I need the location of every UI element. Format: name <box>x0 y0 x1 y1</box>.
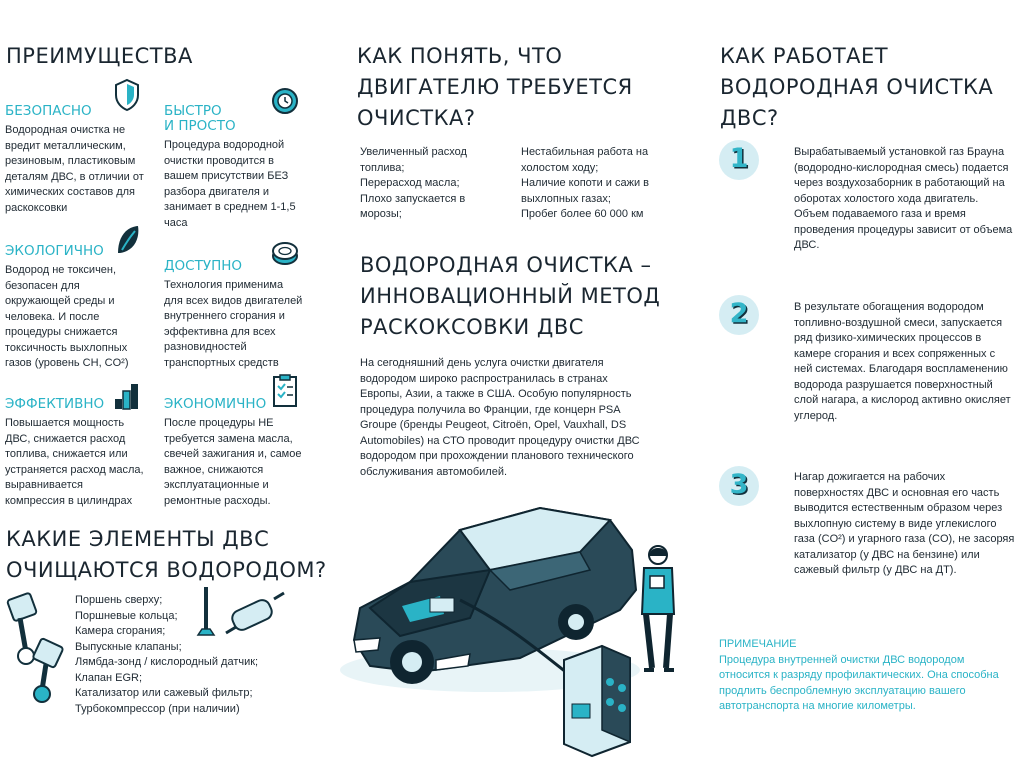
list-item: Нестабильная работа на холостом ходу; <box>521 146 649 174</box>
list-item: Выпускные клапаны; <box>75 640 182 653</box>
advantage-text: Технология применима для всех видов двигателей внутреннего сгорания и эффективна для всех разновидностей транспортных средств <box>164 279 303 369</box>
advantage-affordable <box>164 259 304 371</box>
list-item: Увеличенный расход топлива; <box>360 146 467 174</box>
pistons-icon <box>2 590 72 705</box>
step-number: 2 <box>729 298 749 329</box>
step-1-text: Вырабатываемый установкой газ Брауна (водородно-кислородная смесь) подается через воздухозаборник в работающий на оборотах холостого хода двигатель. Объем подаваемого газа и время проведения процедуры зависит от объема ДВС. <box>794 146 1013 251</box>
advantage-economic <box>164 397 304 509</box>
signs-list-right <box>521 145 661 223</box>
list-item: Пробег более 60 000 км <box>521 208 644 220</box>
list-item: Поршень сверху; <box>75 594 163 606</box>
leaf-icon <box>114 223 142 257</box>
list-item: Клапан EGR; <box>75 671 143 684</box>
checklist-icon <box>272 374 298 408</box>
advantage-heading: БЫСТРО И ПРОСТО <box>164 103 236 134</box>
list-item: Лямбда-зонд / кислородный датчик; <box>75 656 259 668</box>
bar-chart-icon <box>113 381 141 411</box>
advantage-text: Процедура водородной очистки проводится в вашем присутствии БЕЗ разбора двигателя и занимает в среднем 1-1,5 часа <box>164 139 296 229</box>
advantage-heading: ДОСТУПНО <box>164 258 243 274</box>
advantage-eco <box>5 244 145 372</box>
advantage-heading: ЭКОНОМИЧНО <box>164 396 267 412</box>
advantage-text: Водород не токсичен, безопасен для окружающей среды и человека. И после процедуры снижается токсичность выхлопных газов (уровень CH, CO²) <box>5 264 129 369</box>
step-3-badge <box>719 466 759 506</box>
method-text: На сегодняшний день услуга очистки двигателя водородом широко распространилась в странах Европы, Азии, а также в США. Особую популярность процедура получила во Франции, где концерн PSA Groupe (бренды Peugeot, Citroën, Opel, Vauxhall, DS Automobiles) на СТО проводит процедуру очистки ДВС водородом при прохождении планового технического обслуживания автомобилей. <box>360 357 640 478</box>
list-item: Наличие копоти и сажи в выхлопных газах; <box>521 177 650 205</box>
signs-title: КАК ПОНЯТЬ, ЧТО ДВИГАТЕЛЮ ТРЕБУЕТСЯ ОЧИСТКА? <box>357 44 633 130</box>
elements-list <box>75 593 275 717</box>
advantage-effective <box>5 397 145 509</box>
advantage-text: Повышается мощность ДВС, снижается расход топлива, снижается или устраняется расход масла, выравнивается компрессия в цилиндрах <box>5 417 144 507</box>
list-item: Катализатор или сажевый фильтр; <box>75 687 253 699</box>
note-heading: ПРИМЕЧАНИЕ <box>719 638 797 650</box>
coin-icon <box>270 238 300 268</box>
list-item: Перерасход масла; <box>360 177 460 189</box>
step-number: 1 <box>729 143 749 174</box>
step-2-text: В результате обогащения водородом топливно-воздушной смеси, запускается ряд физико-химических процессов в камере сгорания и всех сопряженных с ней системах. Благодаря воспламенению водорода разрушается поверхностный слой нагара, а кислород активно окисляет углерод. <box>794 301 1011 422</box>
advantage-safe <box>5 104 145 216</box>
list-item: Турбокомпрессор (при наличии) <box>75 702 240 715</box>
mechanic-figure <box>636 544 682 676</box>
step-3-text: Нагар дожигается на рабочих поверхностях ДВС и основная его часть выводится естественным образом через выхлопную систему в виде углекислого газа (CO²) и угарного газа (CO), не засоряя катализатор (у ДВС на бензине) или сажевый фильтр (у ДВС на ДТ). <box>794 471 1015 576</box>
note-block <box>719 637 1015 715</box>
elements-title: КАКИЕ ЭЛЕМЕНТЫ ДВС ОЧИЩАЮТСЯ ВОДОРОДОМ? <box>6 527 327 582</box>
advantage-heading: ЭФФЕКТИВНО <box>5 396 105 412</box>
advantage-heading: ЭКОЛОГИЧНО <box>5 243 104 259</box>
how-it-works-title: КАК РАБОТАЕТ ВОДОРОДНАЯ ОЧИСТКА ДВС? <box>720 44 994 130</box>
method-title: ВОДОРОДНАЯ ОЧИСТКА – ИННОВАЦИОННЫЙ МЕТОД РАСКОКСОВКИ ДВС <box>360 253 661 339</box>
advantage-heading: БЕЗОПАСНО <box>5 103 92 119</box>
step-number: 3 <box>729 469 749 500</box>
signs-list-left <box>360 145 500 223</box>
shield-icon <box>114 78 140 112</box>
note-text: Процедура внутренней очистки ДВС водородом относится к разряду профилактических. Она способна продлить беспроблемную эксплуатацию вашего автотранспорта на многие километры. <box>719 653 999 712</box>
advantage-text: Водородная очистка не вредит металлическим, резиновым, пластиковым деталям ДВС, в отличии от химических составов для раскоксовки <box>5 124 144 214</box>
step-1-badge <box>719 140 759 180</box>
advantages-title: ПРЕИМУЩЕСТВА <box>6 44 193 68</box>
list-item: Поршневые кольца; <box>75 609 178 622</box>
list-item: Камера сгорания; <box>75 625 166 637</box>
clock-icon <box>270 84 300 116</box>
advantage-text: После процедуры НЕ требуется замена масла, свечей зажигания и, самое важное, снижаются эксплуатационные и ремонтные расходы. <box>164 417 302 507</box>
list-item: Плохо запускается в морозы; <box>360 192 466 220</box>
advantage-fast <box>164 104 304 231</box>
step-2-badge <box>719 295 759 335</box>
